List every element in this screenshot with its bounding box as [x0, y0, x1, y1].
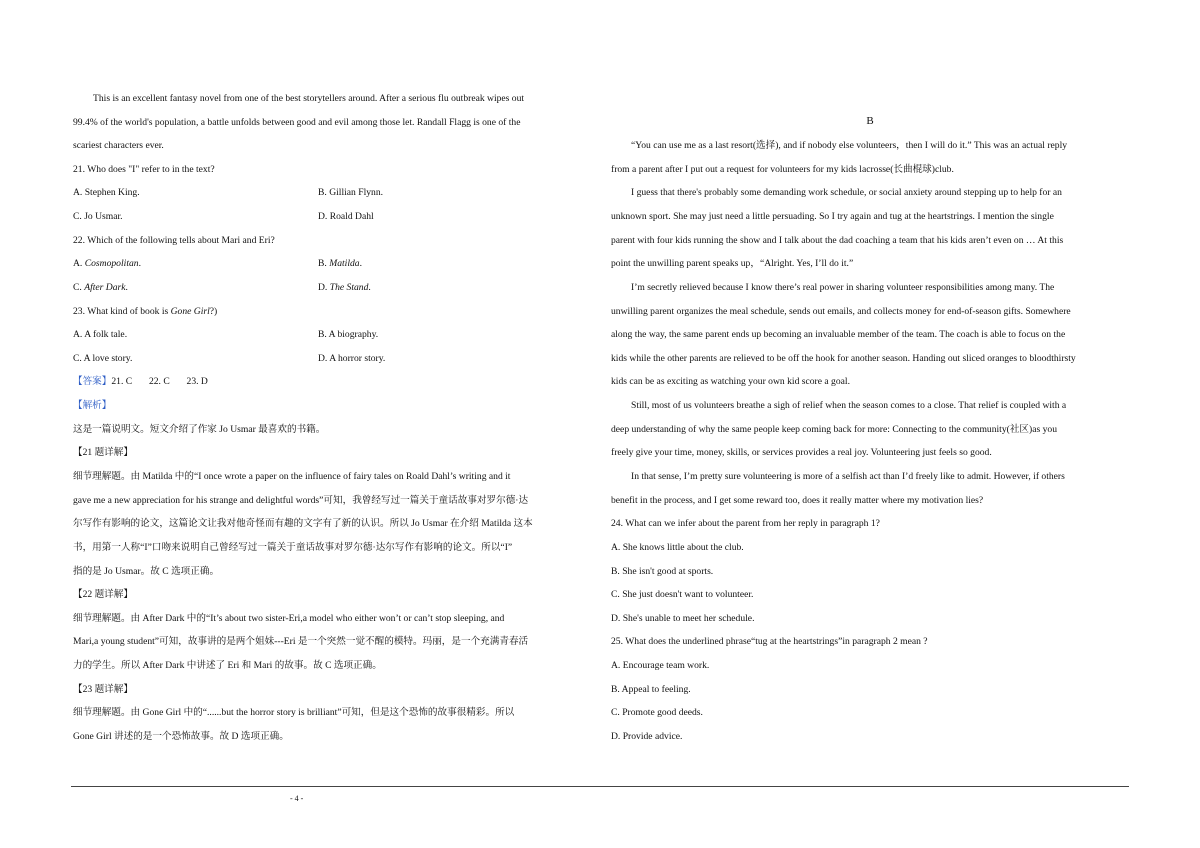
passage-line: deep understanding of why the same people keep coming back for more: Connecting to the community(社区)as you [611, 424, 1057, 435]
option-b: B. Gillian Flynn. [318, 187, 384, 198]
answer-line [73, 376, 590, 388]
option-d: D. Roald Dahl [318, 211, 374, 222]
detail-21-title: 【21 题详解】 [73, 447, 133, 458]
detail-22-title: 【22 题详解】 [73, 589, 133, 600]
question-23-options [73, 329, 590, 341]
option-d: D. She's unable to meet her schedule. [611, 613, 755, 624]
option-d: D. A horror story. [318, 353, 386, 364]
option-b: B. Appeal to feeling. [611, 684, 691, 695]
detail-23-title: 【23 题详解】 [73, 684, 133, 695]
passage-line: along the way, the same parent ends up becoming an invaluable member of the team. The coach is able to focus on the [611, 329, 1066, 340]
question-22-stem: 22. Which of the following tells about Mari and Eri? [73, 235, 275, 246]
question-21-stem: 21. Who does "I" refer to in the text? [73, 164, 215, 175]
question-25-stem: 25. What does the underlined phrase“tug at the heartstrings”in paragraph 2 mean ? [611, 636, 928, 647]
option-b: B. Matilda. [318, 258, 362, 269]
analysis-label: 【解析】 [73, 400, 112, 411]
detail-21-line: 指的是 Jo Usmar。故 C 选项正确。 [73, 566, 220, 577]
passage-line: “You can use me as a last resort(选择), and if nobody else volunteers，then I will do it.” This was an actual reply [631, 140, 1068, 151]
detail-21-line: gave me a new appreciation for his strange and delightful words”可知，我曾经写过一篇关于童话故事对罗尔德·达 [73, 495, 529, 506]
passage-line: from a parent after I put out a request for volunteers for my kids lacrosse(长曲棍球)club. [611, 164, 954, 175]
question-21-options [73, 187, 590, 199]
option-c: C. Promote good deeds. [611, 707, 703, 718]
passage-line: benefit in the process, and I get some reward too, does it really matter where my motivation lies? [611, 495, 984, 506]
detail-23-line: 细节理解题。由 Gone Girl 中的“......but the horror story is brilliant”可知，但是这个恐怖的故事很精彩。所以 [73, 707, 515, 718]
passage-line: unknown sport. She may just need a little persuading. So I try again and tug at the heartstrings. I mention the single [611, 211, 1054, 222]
detail-21-line: 书，用第一人称“I”口吻来说明自己曾经写过一篇关于童话故事对罗尔德·达尔写作有影响的论文。所以“I” [73, 542, 513, 553]
passage-line: unwilling parent organizes the meal schedule, sends out emails, and collects money for end-of-season gifts. Somewhere [611, 306, 1071, 317]
question-23-stem: 23. What kind of book is Gone Girl?) [73, 306, 218, 317]
passage-line: Still, most of us volunteers breathe a sigh of relief when the season comes to a close. That relief is coupled with a [631, 400, 1067, 411]
detail-22-line: 力的学生。所以 After Dark 中讲述了 Eri 和 Mari 的故事。故 C 选项正确。 [73, 660, 382, 671]
passage-line: I guess that there's probably some demanding work schedule, or social anxiety around stepping up to help for an [631, 187, 1062, 198]
option-c: C. Jo Usmar. [73, 211, 123, 222]
passage-line: kids can be as exciting as watching your own kid score a goal. [611, 376, 850, 387]
option-c: C. A love story. [73, 353, 133, 364]
detail-21-line: 细节理解题。由 Matilda 中的“I once wrote a paper on the influence of fairy tales on Roald Dahl’s writing and it [73, 471, 511, 482]
passage-line: In that sense, I’m pretty sure volunteering is more of a selfish act than I’d freely like to admit. However, if others [631, 471, 1065, 482]
passage-line: parent with four kids running the show and I talk about the dad coaching a team that his kids aren’t even on … At this [611, 235, 1064, 246]
option-a: A. A folk tale. [73, 329, 128, 340]
section-heading: B [866, 115, 874, 127]
answer-values: 21. C 22. C 23. D [111, 376, 208, 387]
option-a: A. Stephen King. [73, 187, 140, 198]
question-22-options [73, 282, 590, 294]
option-b: B. A biography. [318, 329, 379, 340]
answer-label: 【答案】 [73, 376, 112, 387]
option-d: D. The Stand. [318, 282, 371, 293]
passage-line: scariest characters ever. [73, 140, 164, 151]
option-c: C. After Dark. [73, 282, 128, 293]
option-c: C. She just doesn't want to volunteer. [611, 589, 754, 600]
passage-line: point the unwilling parent speaks up，“Alright. Yes, I’ll do it.” [611, 258, 854, 269]
option-b: B. She isn't good at sports. [611, 566, 714, 577]
passage-line: kids while the other parents are relieved to be off the hook for another season. Handing out sliced oranges to bloodthirsty [611, 353, 1076, 364]
option-a: A. Cosmopolitan. [73, 258, 141, 269]
passage-line: freely give your time, money, skills, or services provides a real joy. Volunteering just feels so good. [611, 447, 992, 458]
passage-line: This is an excellent fantasy novel from one of the best storytellers around. After a serious flu outbreak wipes out [93, 93, 525, 104]
detail-22-line: Mari,a young student”可知，故事讲的是两个姐妹---Eri 是一个突然一觉不醒的模特。玛丽，是一个充满青春活 [73, 636, 529, 647]
option-a: A. She knows little about the club. [611, 542, 744, 553]
question-21-options [73, 211, 590, 223]
option-d: D. Provide advice. [611, 731, 683, 742]
question-22-options [73, 258, 590, 270]
footer-rule [71, 786, 1129, 787]
question-24-stem: 24. What can we infer about the parent from her reply in paragraph 1? [611, 518, 880, 529]
detail-22-line: 细节理解题。由 After Dark 中的“It’s about two sister-Eri,a model who either won’t or can’t stop sleeping, and [73, 613, 505, 624]
detail-21-line: 尔写作有影响的论文，这篇论文让我对他奇怪而有趣的文字有了新的认识。所以 Jo Usmar 在介绍 Matilda 这本 [73, 518, 533, 529]
passage-line: I’m secretly relieved because I know there’s real power in sharing volunteer responsibilities among many. The [631, 282, 1055, 293]
detail-23-line: Gone Girl 讲述的是一个恐怖故事。故 D 选项正确。 [73, 731, 289, 742]
passage-line: 99.4% of the world's population, a battle unfolds between good and evil among those let. Randall Flagg is one of the [73, 117, 521, 128]
analysis-intro: 这是一篇说明文。短文介绍了作家 Jo Usmar 最喜欢的书籍。 [73, 424, 326, 435]
question-23-options [73, 353, 590, 365]
page-number: - 4 - [290, 794, 304, 803]
option-a: A. Encourage team work. [611, 660, 710, 671]
